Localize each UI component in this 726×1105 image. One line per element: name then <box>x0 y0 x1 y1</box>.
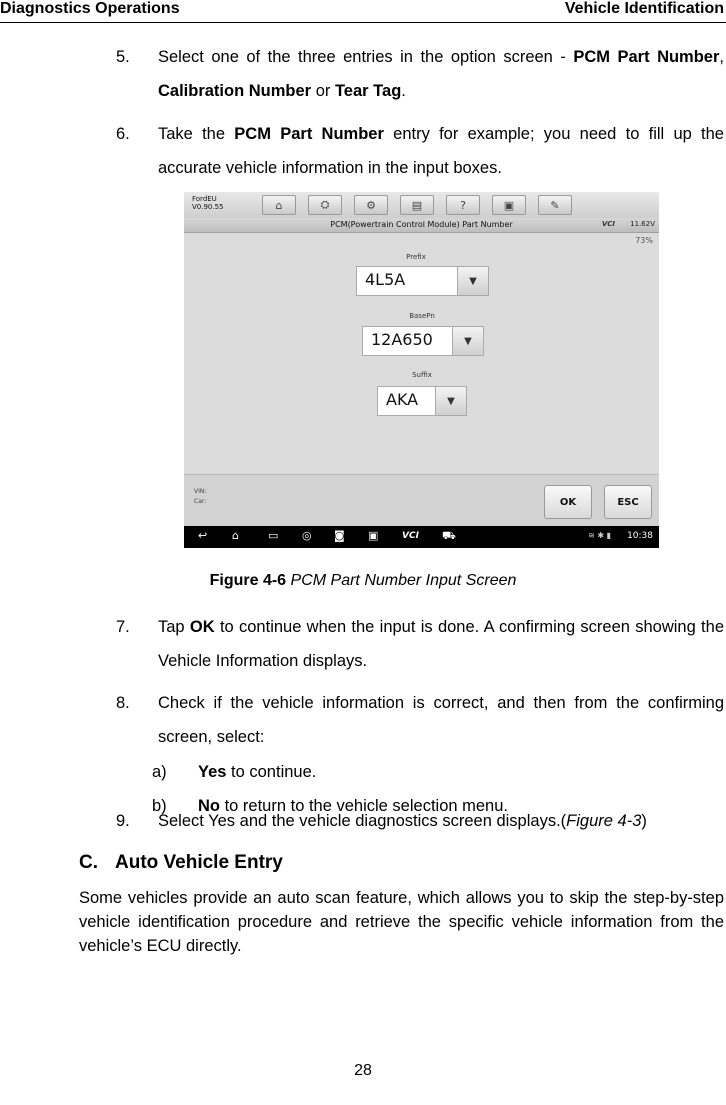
step-number: 5. <box>116 48 130 66</box>
progress-percent: 73% <box>635 236 653 245</box>
battery-voltage: 11.62V <box>630 220 655 228</box>
option-a <box>152 760 316 784</box>
step-number: 6. <box>116 125 130 143</box>
camera-icon[interactable]: ◙ <box>334 529 345 542</box>
basepn-value: 12A650 <box>371 330 433 349</box>
step-number: 8. <box>116 694 130 712</box>
browser-icon[interactable]: ◎ <box>302 529 312 542</box>
suffix-dropdown[interactable] <box>377 386 467 416</box>
step-8 <box>116 686 724 754</box>
header-section-title: Diagnostics Operations <box>0 0 180 17</box>
step-text: Select one of the three entries in the option screen - PCM Part Number, Calibration Number or Tear Tag. <box>158 48 724 100</box>
gear-icon[interactable]: ⚙ <box>354 195 388 215</box>
chevron-down-icon[interactable]: ▼ <box>435 387 466 415</box>
option-letter: a) <box>152 763 167 781</box>
app-toolbar <box>184 192 659 218</box>
ok-button[interactable]: OK <box>544 485 592 519</box>
bottom-panel <box>184 474 659 527</box>
home-icon[interactable]: ⌂ <box>262 195 296 215</box>
clock: 10:38 <box>627 531 653 541</box>
page-number: 28 <box>354 1062 372 1079</box>
screen-title: PCM(Powertrain Control Module) Part Number <box>330 220 513 229</box>
section-letter: C. <box>79 852 98 873</box>
car-icon[interactable]: ⛟ <box>442 529 456 542</box>
chevron-down-icon[interactable]: ▼ <box>452 327 483 355</box>
page-header <box>0 0 726 23</box>
prefix-dropdown[interactable] <box>356 266 489 296</box>
vehicle-lift-icon[interactable]: ⛭ <box>308 195 342 215</box>
option-text: Yes to continue. <box>198 763 317 781</box>
step-text: Tap OK to continue when the input is done. A confirming screen showing the Vehicle Information displays. <box>158 618 724 670</box>
status-icons: ≋ ✱ ▮ <box>588 531 611 540</box>
step-number: 9. <box>116 812 130 830</box>
basepn-dropdown[interactable] <box>362 326 484 356</box>
car-label: Car: <box>194 498 207 505</box>
chevron-down-icon[interactable]: ▼ <box>457 267 488 295</box>
option-letter: b) <box>152 797 167 815</box>
pcm-part-number-screenshot <box>184 192 659 548</box>
figure-caption <box>0 572 726 590</box>
figure-title: PCM Part Number Input Screen <box>286 572 517 589</box>
back-icon[interactable]: ↩ <box>198 529 208 542</box>
prefix-value: 4L5A <box>365 270 406 289</box>
prefix-label: Prefix <box>406 253 426 261</box>
recent-apps-icon[interactable]: ▭ <box>268 529 279 542</box>
step-7 <box>116 610 724 678</box>
vehicle-info <box>194 487 206 507</box>
brand-label: FordEU V0.90.55 <box>192 195 224 211</box>
vin-label: VIN: <box>194 488 207 495</box>
suffix-value: AKA <box>386 390 419 409</box>
option-text: No to return to the vehicle selection menu. <box>198 797 508 815</box>
basepn-label: BasePn <box>409 312 435 320</box>
vci-icon[interactable]: VCI <box>402 531 419 541</box>
section-heading <box>79 852 283 874</box>
screen-title-bar <box>184 218 659 233</box>
step-text: Select Yes and the vehicle diagnostics screen displays.(Figure 4-3) <box>158 812 647 830</box>
pen-icon[interactable]: ✎ <box>538 195 572 215</box>
header-chapter-title: Vehicle Identification <box>564 0 724 17</box>
vci-status: VCI <box>601 220 615 228</box>
android-nav-bar <box>184 526 659 548</box>
step-text: Check if the vehicle information is correct, and then from the confirming screen, select: <box>158 694 724 746</box>
printer-icon[interactable]: ▤ <box>400 195 434 215</box>
step-6 <box>116 117 724 185</box>
step-9 <box>116 804 724 838</box>
suffix-label: Suffix <box>412 371 432 379</box>
esc-button[interactable]: ESC <box>604 485 652 519</box>
help-icon[interactable]: ? <box>446 195 480 215</box>
step-text: Take the PCM Part Number entry for example; you need to fill up the accurate vehicle information in the input boxes. <box>158 125 724 177</box>
screen-mirror-icon[interactable]: ▣ <box>368 529 379 542</box>
step-number: 7. <box>116 618 130 636</box>
home-icon[interactable]: ⌂ <box>232 529 239 542</box>
figure-label: Figure 4-6 <box>209 572 287 589</box>
body-paragraph: Some vehicles provide an auto scan feature, which allows you to skip the step-by-step vehicle identification procedure and retrieve the specific vehicle information from the vehicle’s ECU directly. <box>79 889 724 955</box>
section-title: Auto Vehicle Entry <box>115 852 283 873</box>
step-5 <box>116 40 724 108</box>
save-icon[interactable]: ▣ <box>492 195 526 215</box>
